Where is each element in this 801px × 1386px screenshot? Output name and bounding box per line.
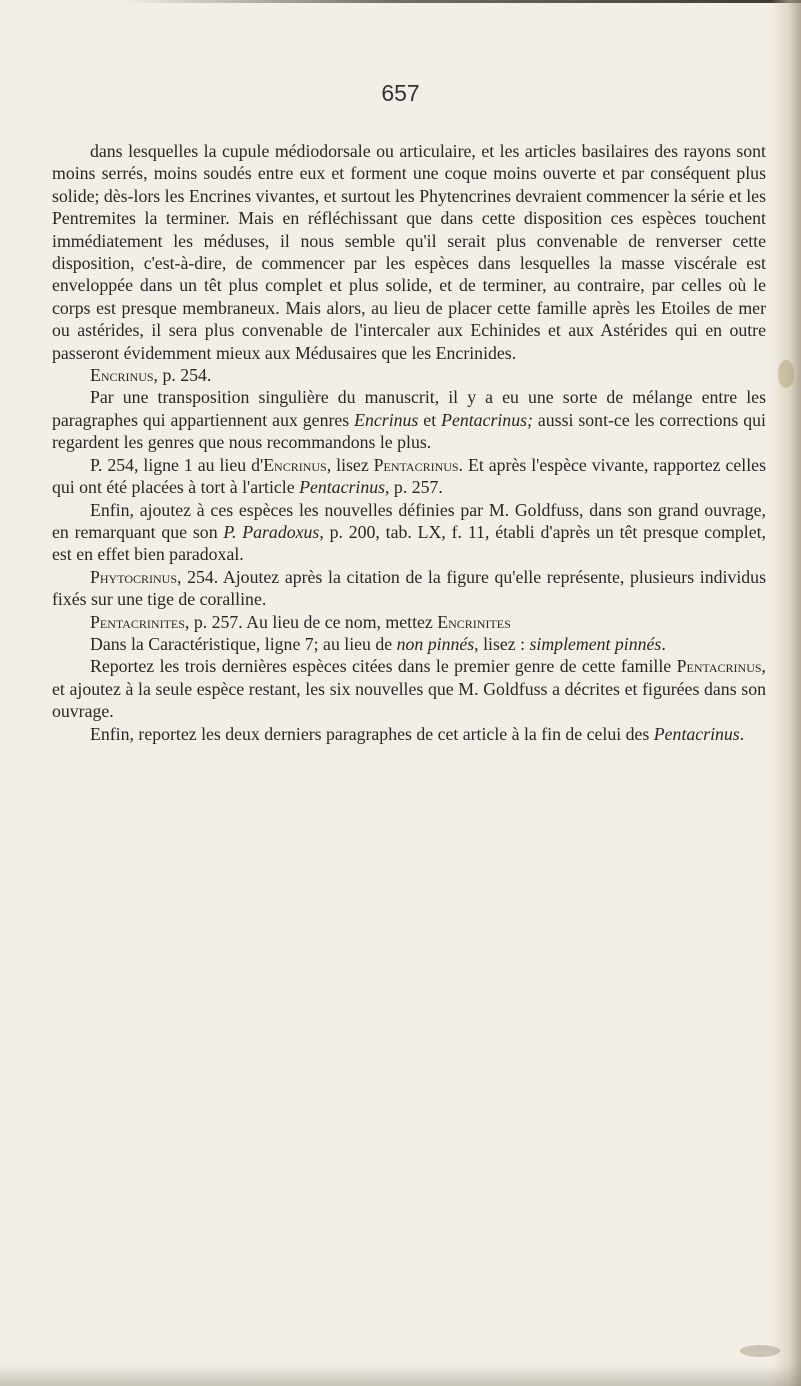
paragraph [52,611,766,633]
paragraph [52,140,766,364]
text-run: P. 254, ligne 1 au lieu d' [90,454,264,475]
text-run: , p. 200, tab. LX, f. 11, établi d'après un têt presque complet, est en effet bien paradoxal. [52,521,767,565]
small-caps-term: Encrinites [437,611,511,632]
text-run: Dans la Caractéristique, ligne 7; au lieu de [90,633,397,654]
text-run: . [739,723,745,744]
small-caps-term: Pentacrinites [90,611,185,632]
text-run: et [418,409,442,430]
foxing-stain [778,360,794,388]
page-edge-shadow [771,0,801,1386]
top-edge-rule [120,0,801,3]
foxing-stain [740,1345,780,1357]
text-run: Reportez les trois dernières espèces citées dans le premier genre de cette famille [90,656,677,677]
italic-term: P. Paradoxus [223,521,320,542]
italic-term: Encrinus [354,409,419,430]
text-run: , 254. Ajoutez après la citation de la figure qu'elle représente, plusieurs individus fixés sur une tige de coralline. [52,566,766,610]
text-run: , et ajoutez à la seule espèce restant, les six nouvelles que M. Goldfuss a décrites et figurées dans son ouvrage. [52,656,766,722]
paragraph [52,633,766,655]
paragraph [52,454,766,499]
text-run: . [661,633,666,654]
text-run: , p. 254. [153,365,212,386]
page-number: 657 [381,80,420,106]
small-caps-term: Pentacrinus [676,656,762,677]
italic-term: Pentacrinus; [441,409,533,430]
paragraph [52,364,766,386]
text-run: , lisez [326,454,374,475]
text-run: , p. 257. [385,477,443,498]
body-text [52,140,766,745]
paragraph [52,499,766,566]
text-run: dans lesquelles la cupule médiodorsale ou articulaire, et les articles basilaires des rayons sont moins serrés, moins soudés entre eux et forment une coque moins ouverte et par conséquent plus solide; dès-lors les Encrines vivantes, et surtout les Phytencrines devraient commencer la série et les Pentremites la terminer. Mais en réfléchissant que dans cette disposition ces espèces touchent immédiatement les méduses, il nous semble qu'il serait plus convenable de renverser cette disposition, c'est-à-dire, de commencer par les espèces dans lesquelles la masse viscérale est enveloppée dans un têt plus complet et plus solide, et de terminer, au contraire, par celles où le corps est presque membraneux. Mais alors, au lieu de placer cette famille après les Etoiles de mer ou astérides, il sera plus convenable de l'intercaler aux Echinides et aux Astérides qui en outre passeront évidemment mieux aux Médusaires que les Encrinides. [52,141,766,363]
text-run: , p. 257. Au lieu de ce nom, mettez [184,611,438,632]
paragraph [52,723,766,745]
text-run: Enfin, ajoutez à ces espèces les nouvelles définies par M. Goldfuss, dans son grand ouvrage, en remarquant que son [52,499,766,542]
text-run: , lisez : [474,633,530,654]
small-caps-term: Pentacrinus [373,454,459,475]
small-caps-term: Encrinus [90,365,154,386]
text-run: . Et après l'espèce vivante, rapportez celles qui ont été placées à tort à l'article [52,454,766,498]
paragraph [52,566,766,611]
text-run: Enfin, reportez les deux derniers paragraphes de cet article à la fin de celui des [90,723,654,744]
small-caps-term: Phytocrinus [90,566,178,587]
italic-term: simplement pinnés [529,633,662,654]
paragraph [52,655,766,722]
page-bottom-shadow [0,1364,801,1386]
small-caps-term: Encrinus [263,454,327,475]
italic-term: Pentacrinus [299,477,386,498]
italic-term: non pinnés [396,633,475,654]
text-run: Par une transposition singulière du manuscrit, il y a eu une sorte de mélange entre les paragraphes qui appartiennent aux genres [52,387,766,430]
italic-term: Pentacrinus [653,723,740,744]
text-run: aussi sont-ce les corrections qui regardent les genres que nous recommandons le plus. [52,409,766,453]
paragraph [52,386,766,453]
